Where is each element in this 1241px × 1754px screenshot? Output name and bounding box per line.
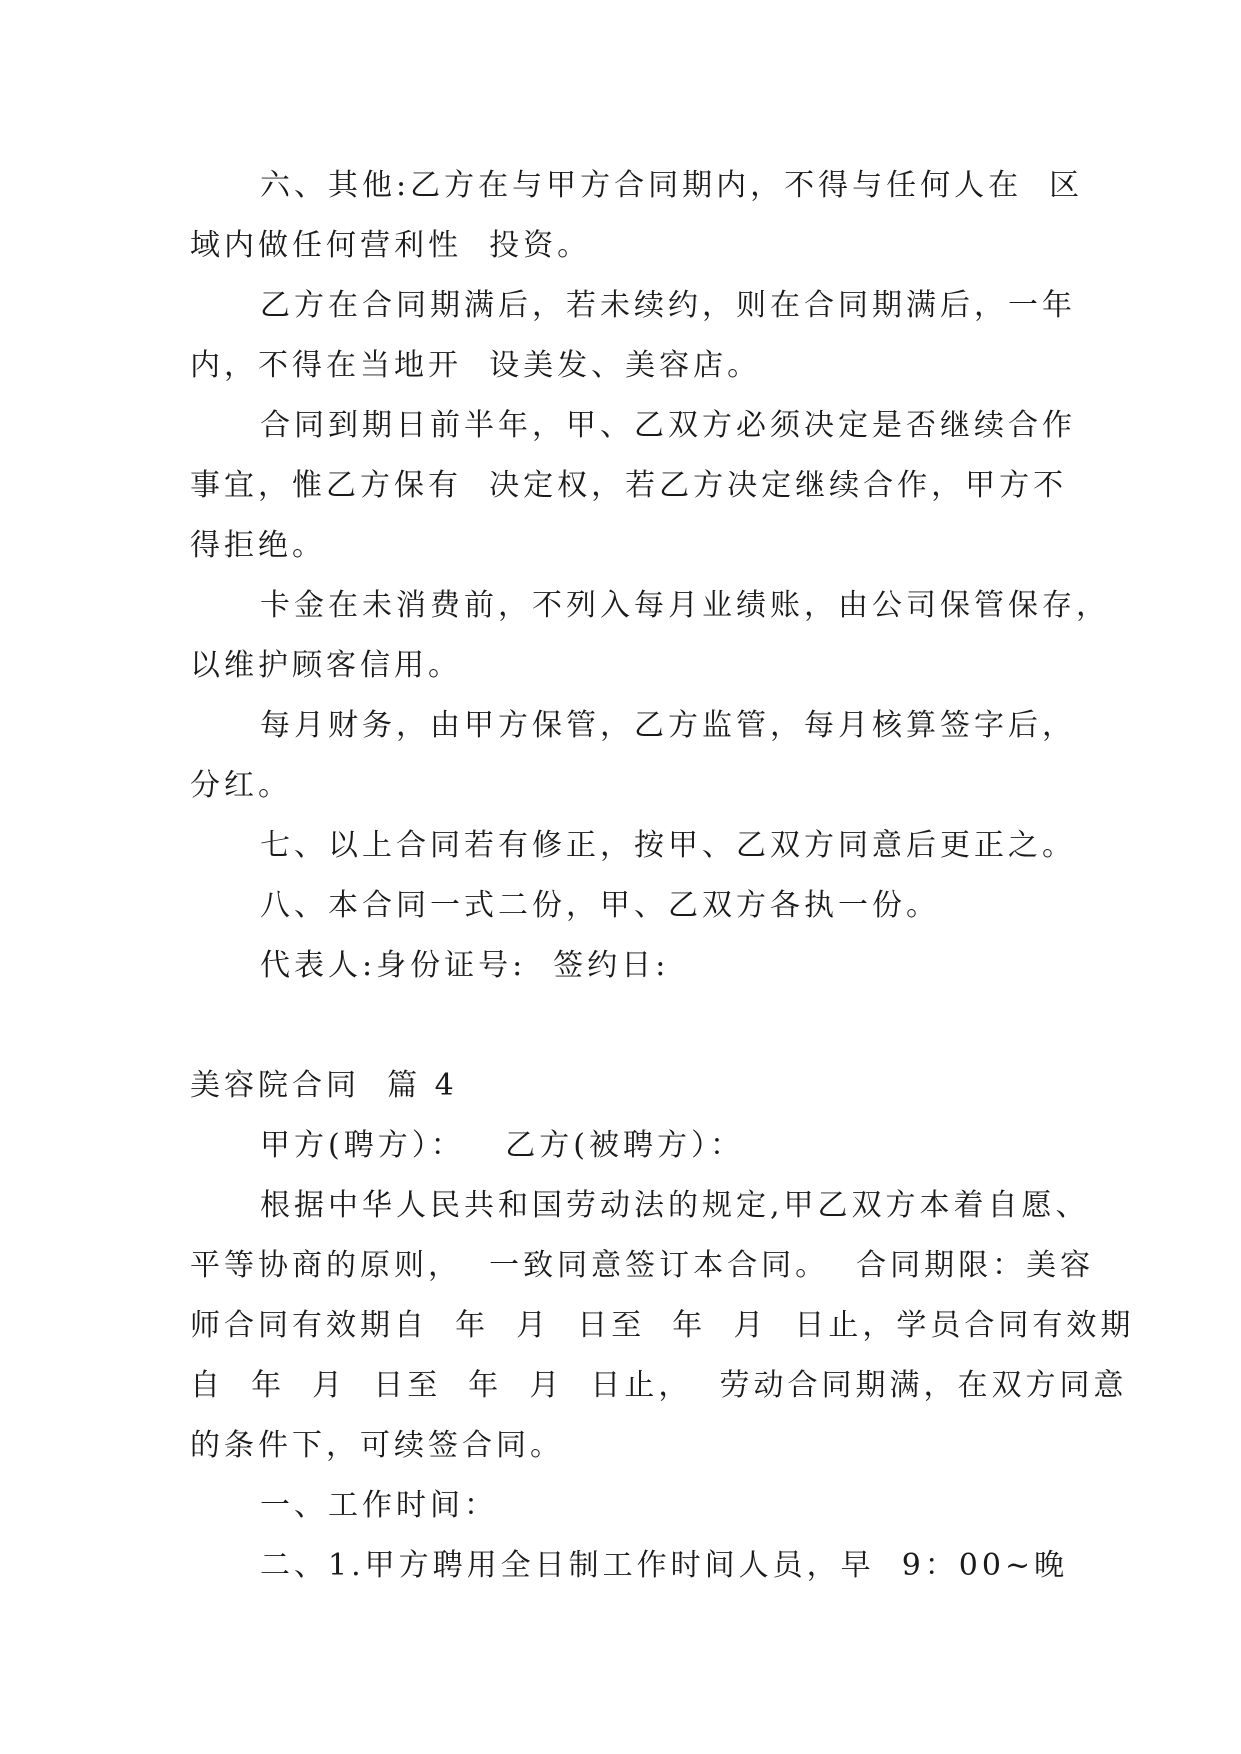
paragraph-line: 二、1.甲方聘用全日制工作时间人员，早 9：00~晚 bbox=[260, 1548, 1069, 1583]
signature-fields-line: 代表人:身份证号: 签约日: bbox=[260, 948, 670, 983]
paragraph-line: 得拒绝。 bbox=[190, 528, 326, 563]
paragraph-line: 乙方在合同期满后，若未续约，则在合同期满后，一年 bbox=[260, 288, 1076, 323]
paragraph-line: 平等协商的原则， 一致同意签订本合同。 合同期限：美容 bbox=[190, 1248, 1095, 1283]
paragraph-line: 八、本合同一式二份，甲、乙双方各执一份。 bbox=[260, 888, 940, 923]
paragraph-line: 根据中华人民共和国劳动法的规定,甲乙双方本着自愿、 bbox=[260, 1188, 1090, 1223]
paragraph-line: 以维护顾客信用。 bbox=[190, 648, 462, 683]
paragraph-line: 每月财务，由甲方保管，乙方监管，每月核算签字后， bbox=[260, 708, 1076, 743]
paragraph-line: 六、其他:乙方在与甲方合同期内，不得与任何人在 区 bbox=[260, 168, 1084, 203]
paragraph-line: 师合同有效期自 年 月 日至 年 月 日止，学员合同有效期 bbox=[190, 1308, 1135, 1343]
paragraph-line: 域内做任何营利性 投资。 bbox=[190, 228, 592, 263]
paragraph-line: 卡金在未消费前，不列入每月业绩账，由公司保管保存， bbox=[260, 588, 1110, 623]
paragraph-line: 自 年 月 日至 年 月 日止， 劳动合同期满，在双方同意 bbox=[190, 1368, 1128, 1403]
parties-line: 甲方(聘方）： 乙方(被聘方）： bbox=[260, 1128, 745, 1163]
paragraph-line: 内，不得在当地开 设美发、美容店。 bbox=[190, 348, 762, 383]
paragraph-line: 的条件下，可续签合同。 bbox=[190, 1428, 564, 1463]
paragraph-line: 事宜，惟乙方保有 决定权，若乙方决定继续合作，甲方不 bbox=[190, 468, 1068, 503]
paragraph-line: 分红。 bbox=[190, 768, 292, 803]
paragraph-line: 一、工作时间： bbox=[260, 1488, 498, 1523]
section-heading: 美容院合同 篇 4 bbox=[190, 1068, 458, 1103]
paragraph-line: 七、以上合同若有修正，按甲、乙双方同意后更正之。 bbox=[260, 828, 1076, 863]
paragraph-line: 合同到期日前半年，甲、乙双方必须决定是否继续合作 bbox=[260, 408, 1076, 443]
